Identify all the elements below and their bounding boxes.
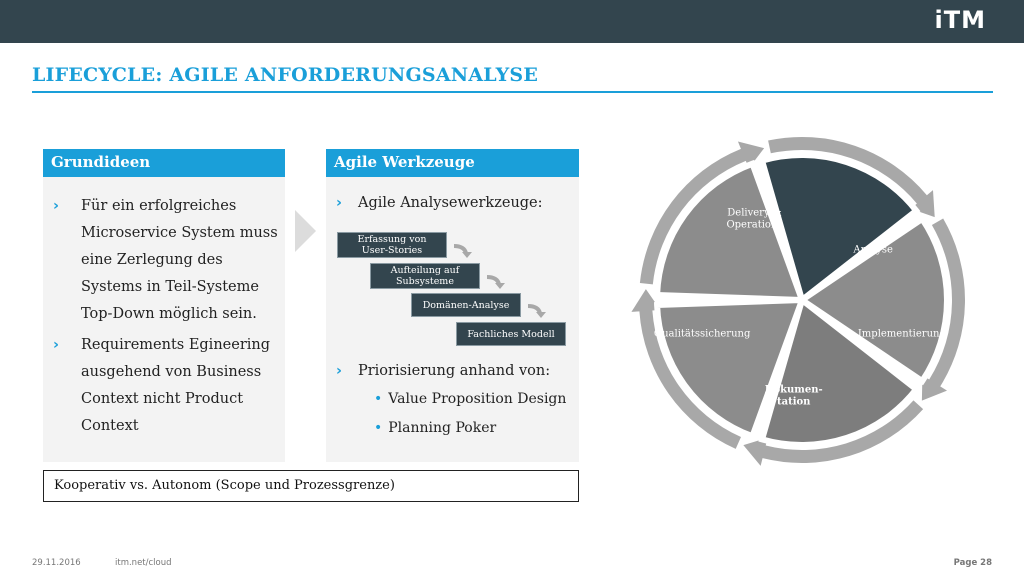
step-fachliches-modell: [456, 322, 566, 346]
page-title: LIFECYCLE: AGILE ANFORDERUNGSANALYSE: [32, 64, 539, 86]
step-domaenen-analyse: [411, 293, 521, 317]
grundideen-panel: [43, 149, 285, 462]
list-item-text: Value Proposition Design: [388, 391, 567, 407]
list-item: [374, 391, 566, 407]
kooperativ-box: Kooperativ vs. Autonom (Scope und Prozessgrenze): [43, 470, 579, 502]
cycle-label: Delivery & Operations: [726, 207, 783, 231]
chevron-right-icon: ›: [336, 363, 342, 379]
list-item: [374, 420, 496, 436]
bullet-icon: •: [374, 420, 383, 436]
agile-werkzeuge-heading: Agile Werkzeuge: [326, 149, 579, 177]
step-user-stories: [337, 232, 447, 258]
curved-arrow-icon: [526, 303, 550, 319]
list-item: [336, 363, 550, 379]
list-item-text: Priorisierung anhand von:: [357, 363, 551, 379]
grundideen-heading: Grundideen: [43, 149, 285, 177]
step-label: Fachliches Modell: [467, 328, 555, 340]
footer-date: 29.11.2016: [32, 558, 81, 568]
step-label: Erfassung von User-Stories: [357, 234, 427, 256]
list-item-text: Requirements Egineering ausgehend von Business Context nicht Product Context: [81, 337, 271, 434]
cycle-label: Dokumen-tation: [764, 384, 823, 408]
list-item: [53, 332, 279, 440]
title-divider: [32, 91, 993, 93]
list-item-text: Planning Poker: [388, 420, 497, 436]
list-item-text: Für ein erfolgreiches Microservice System muss eine Zerlegung des Systems in Teil-Systeme Top-Down möglich sein.: [81, 198, 278, 322]
footer-page: Page 28: [953, 558, 992, 568]
cycle-label: Qualitätssicherung: [653, 328, 751, 340]
itm-logo: iTM: [934, 6, 986, 34]
step-subsysteme: [370, 263, 480, 289]
list-item-text: Agile Analysewerkzeuge:: [357, 195, 543, 211]
list-item: [336, 195, 543, 211]
chevron-right-icon: ›: [53, 337, 59, 353]
step-label: Domänen-Analyse: [422, 299, 510, 311]
bullet-icon: •: [374, 391, 383, 407]
grundideen-list: [53, 193, 279, 444]
chevron-right-icon: ›: [53, 198, 59, 214]
curved-arrow-icon: [452, 243, 476, 259]
cycle-label: Analyse: [853, 244, 893, 256]
list-item: [53, 193, 279, 328]
lifecycle-diagram: [620, 130, 980, 480]
arrow-right-icon: [295, 210, 316, 252]
footer-url: itm.net/cloud: [115, 558, 172, 568]
step-label: Aufteilung auf Subsysteme: [390, 265, 460, 287]
curved-arrow-icon: [485, 274, 509, 290]
cycle-label: Implementierung: [857, 328, 946, 340]
agile-werkzeuge-panel: [326, 149, 579, 462]
chevron-right-icon: ›: [336, 195, 342, 211]
header-bar: [0, 0, 1024, 43]
